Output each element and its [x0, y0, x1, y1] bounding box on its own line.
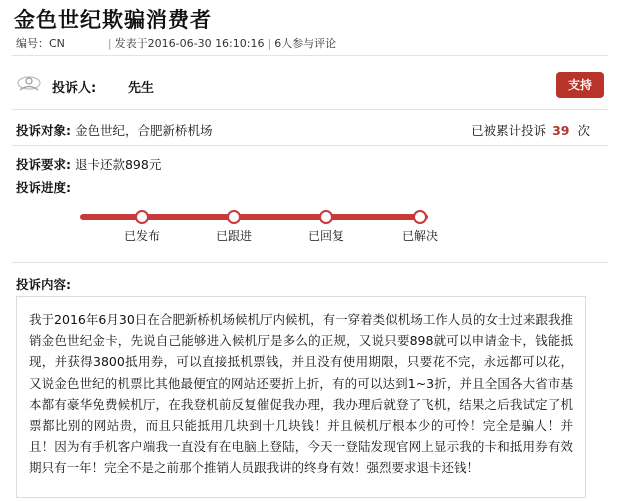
support-button[interactable]: 支持	[556, 72, 604, 98]
content-box	[16, 296, 586, 498]
page-title: 金色世纪欺骗消费者	[14, 8, 212, 32]
complaint-count	[471, 121, 590, 139]
target-value: 金色世纪，合肥新桥机场	[74, 123, 213, 138]
content-row	[16, 275, 71, 293]
meta-divider: |	[267, 37, 272, 50]
post-meta	[16, 35, 336, 51]
progress-node	[413, 210, 427, 224]
complaint-text: 我于2016年6月30日在合肥新桥机场候机厅内候机，有一穿着类似机场工作人员的女士过来跟我推销金色世纪金卡，先说自己能够进入候机厅是多么的正规，又说只要898就可以申请金卡，钱能抵现，并获得3800抵用券，可以直接抵机票钱，并且没有使用期限，只要花不完，永远都可以花，又说金色世纪的机票比其他最便宜的网站还要折上折，有的可以达到1~3折，并且全国各大省市基本都有豪华免费候机厅，在我登机前反复催促我办理，我办理后就登了飞机，结果之后我试定了机票都比别的网站贵，而且只能抵用几块到十几块钱！并且候机厅根本少的可怜！完全是骗人！并且！因为有手机客户端我一直没有在电脑上登陆，今天一登陆发现官网上显示我的卡和抵用券有效期只有一年！完全不是之前那个推销人员跟我讲的终身有效！强烈要求退卡还钱！	[29, 312, 573, 476]
meta-divider: |	[107, 37, 112, 50]
demand-label: 投诉要求:	[16, 157, 71, 172]
count-number: 39	[552, 123, 570, 138]
progress-track	[80, 214, 428, 220]
divider	[12, 145, 608, 146]
target-row	[16, 121, 213, 139]
progress-node	[135, 210, 149, 224]
demand-row	[16, 155, 161, 173]
progress-node	[227, 210, 241, 224]
complainant-name: 先生	[128, 81, 155, 96]
id-label: 编号：	[16, 37, 49, 50]
progress-row	[16, 178, 71, 196]
demand-value: 退卡还款898元	[74, 157, 162, 172]
step-resolved: 已解决	[401, 229, 439, 243]
step-replied: 已回复	[307, 229, 345, 243]
divider	[12, 55, 608, 56]
target-label: 投诉对象:	[16, 123, 71, 138]
step-published: 已发布	[123, 229, 161, 243]
content-label: 投诉内容:	[16, 277, 71, 292]
count-unit: 次	[577, 123, 590, 138]
user-avatar-icon	[16, 74, 42, 92]
progress-label: 投诉进度:	[16, 180, 71, 195]
progress-node	[319, 210, 333, 224]
divider	[12, 109, 608, 110]
id-value: CN	[49, 37, 65, 50]
divider	[12, 262, 608, 263]
complainant-label: 投诉人:	[52, 81, 97, 96]
progress-tracker	[80, 205, 439, 245]
complainant-row	[16, 70, 604, 102]
publish-time: 发表于2016-06-30 16:10:16	[114, 37, 265, 50]
count-prefix: 已被累计投诉	[471, 123, 547, 138]
comment-count-link[interactable]: 6人参与评论	[274, 37, 337, 50]
step-followed: 已跟进	[215, 229, 253, 243]
